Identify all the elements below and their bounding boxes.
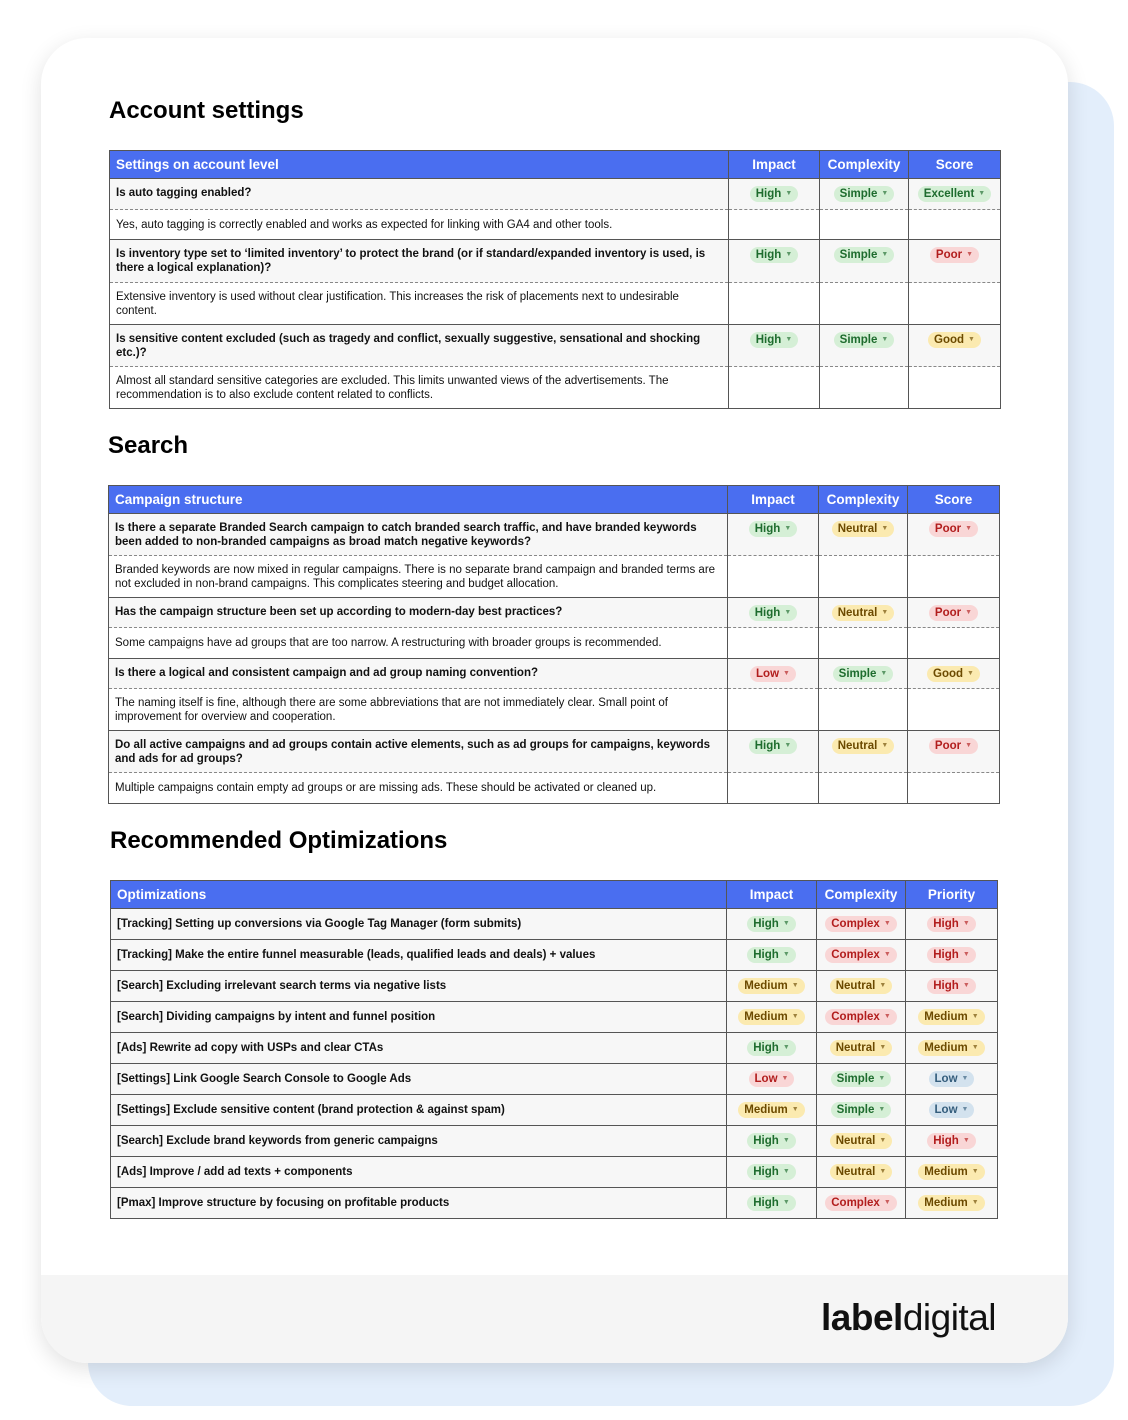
question-text: Is inventory type set to ‘limited inventory’ to protect the brand (or if standard/expanded inventory is used, is there a logical explanation)? [110, 240, 729, 283]
header-optimizations: Optimizations [111, 881, 727, 909]
chevron-down-icon: ▼ [881, 609, 889, 616]
optimizations-title: Recommended Optimizations [110, 827, 448, 854]
header-campaign-structure: Campaign structure [109, 486, 728, 514]
priority-chip[interactable]: High ▼ [927, 978, 976, 994]
chevron-down-icon: ▼ [879, 1137, 887, 1144]
impact-chip[interactable]: High ▼ [750, 247, 799, 263]
impact-chip[interactable]: High ▼ [747, 1040, 796, 1056]
answer-row [109, 773, 1000, 804]
report-card [41, 38, 1068, 1363]
question-text: Is there a logical and consistent campaign and ad group naming convention? [109, 659, 728, 689]
optimization-text: [Settings] Exclude sensitive content (brand protection & against spam) [111, 1095, 727, 1126]
complexity-chip[interactable]: Simple ▼ [833, 666, 894, 682]
complexity-chip[interactable]: Simple ▼ [834, 186, 895, 202]
question-text: Do all active campaigns and ad groups contain active elements, such as ad groups for campaigns, keywords and ads for ad groups? [109, 731, 728, 773]
complexity-chip[interactable]: Simple ▼ [834, 332, 895, 348]
impact-chip[interactable]: High ▼ [747, 1164, 796, 1180]
impact-chip[interactable]: High ▼ [749, 738, 798, 754]
chevron-down-icon: ▼ [879, 1044, 887, 1051]
score-chip[interactable]: Poor ▼ [929, 521, 978, 537]
answer-row [110, 283, 1001, 325]
answer-text: Multiple campaigns contain empty ad groups or are missing ads. These should be activated or cleaned up. [109, 773, 728, 804]
chevron-down-icon: ▼ [782, 920, 790, 927]
header-impact: Impact [727, 881, 817, 909]
chevron-down-icon: ▼ [883, 951, 891, 958]
optimization-text: [Search] Dividing campaigns by intent and funnel position [111, 1002, 727, 1033]
optimization-text: [Tracking] Make the entire funnel measurable (leads, qualified leads and deals) + values [111, 940, 727, 971]
question-row [109, 598, 1000, 628]
optimization-text: [Ads] Rewrite ad copy with USPs and clear CTAs [111, 1033, 727, 1064]
chevron-down-icon: ▼ [878, 1075, 886, 1082]
impact-chip[interactable]: High ▼ [749, 605, 798, 621]
question-row [110, 325, 1001, 367]
answer-text: Some campaigns have ad groups that are too narrow. A restructuring with broader groups is recommended. [109, 628, 728, 659]
question-row [110, 240, 1001, 283]
answer-text: Yes, auto tagging is correctly enabled and works as expected for linking with GA4 and other tools. [110, 210, 729, 240]
impact-chip[interactable]: High ▼ [750, 332, 799, 348]
chevron-down-icon: ▼ [782, 1137, 790, 1144]
impact-chip[interactable]: Low ▼ [750, 666, 796, 682]
optimization-text: [Pmax] Improve structure by focusing on profitable products [111, 1188, 727, 1219]
complexity-chip[interactable]: Simple ▼ [831, 1071, 892, 1087]
question-row [109, 514, 1000, 556]
complexity-chip[interactable]: Neutral ▼ [830, 978, 893, 994]
optimization-row [111, 971, 998, 1002]
chevron-down-icon: ▼ [879, 1168, 887, 1175]
chevron-down-icon: ▼ [961, 1075, 969, 1082]
chevron-down-icon: ▼ [965, 609, 973, 616]
answer-row [109, 689, 1000, 731]
chevron-down-icon: ▼ [961, 1106, 969, 1113]
chevron-down-icon: ▼ [791, 982, 799, 989]
account-settings-title: Account settings [109, 97, 304, 124]
complexity-chip[interactable]: Neutral ▼ [830, 1040, 893, 1056]
chevron-down-icon: ▼ [783, 670, 790, 677]
chevron-down-icon: ▼ [883, 1013, 891, 1020]
chevron-down-icon: ▼ [966, 251, 974, 258]
footer [41, 1275, 1068, 1363]
optimization-text: [Ads] Improve / add ad texts + components [111, 1157, 727, 1188]
answer-row [109, 628, 1000, 659]
complexity-chip[interactable]: Neutral ▼ [830, 1133, 893, 1149]
optimization-row [111, 1033, 998, 1064]
header-impact: Impact [729, 151, 820, 179]
complexity-chip[interactable]: Complex ▼ [825, 1195, 897, 1211]
optimization-row [111, 940, 998, 971]
question-row [109, 731, 1000, 773]
chevron-down-icon: ▼ [971, 1013, 979, 1020]
optimization-row [111, 909, 998, 940]
question-text: Has the campaign structure been set up according to modern-day best practices? [109, 598, 728, 628]
complexity-chip[interactable]: Simple ▼ [834, 247, 895, 263]
chevron-down-icon: ▼ [967, 670, 974, 677]
chevron-down-icon: ▼ [881, 251, 889, 258]
impact-chip[interactable]: Medium ▼ [738, 1009, 804, 1025]
chevron-down-icon: ▼ [782, 1199, 790, 1206]
header-score: Score [908, 486, 1000, 514]
optimization-row [111, 1064, 998, 1095]
optimization-text: [Search] Exclude brand keywords from generic campaigns [111, 1126, 727, 1157]
chevron-down-icon: ▼ [971, 1199, 979, 1206]
header-score: Score [909, 151, 1001, 179]
optimization-row [111, 1188, 998, 1219]
complexity-chip[interactable]: Neutral ▼ [832, 605, 895, 621]
optimization-text: [Settings] Link Google Search Console to Google Ads [111, 1064, 727, 1095]
chevron-down-icon: ▼ [881, 336, 889, 343]
chevron-down-icon: ▼ [782, 1044, 790, 1051]
chevron-down-icon: ▼ [881, 525, 889, 532]
header-complexity: Complexity [819, 486, 908, 514]
priority-chip[interactable]: Low ▼ [929, 1071, 975, 1087]
question-row [110, 179, 1001, 210]
answer-row [109, 556, 1000, 598]
answer-row [110, 210, 1001, 240]
chevron-down-icon: ▼ [784, 525, 792, 532]
header-priority: Priority [906, 881, 998, 909]
labeldigital-logo: labeldigital [820, 1297, 996, 1338]
complexity-chip[interactable]: Complex ▼ [825, 1009, 897, 1025]
answer-text: The naming itself is fine, although there are some abbreviations that are not immediately clear. Small point of improvement for overview and cooperation. [109, 689, 728, 731]
question-text: Is there a separate Branded Search campaign to catch branded search traffic, and have branded keywords been added to non-branded campaigns as broad match negative keywords? [109, 514, 728, 556]
search-table [108, 485, 1000, 804]
chevron-down-icon: ▼ [881, 190, 889, 197]
chevron-down-icon: ▼ [782, 1168, 790, 1175]
chevron-down-icon: ▼ [880, 670, 888, 677]
chevron-down-icon: ▼ [791, 1106, 799, 1113]
score-chip[interactable]: Good ▼ [927, 666, 980, 682]
impact-chip[interactable]: High ▼ [747, 1195, 796, 1211]
answer-text: Almost all standard sensitive categories are excluded. This limits unwanted views of the advertisements. The recommendation is to also exclude content related to conflicts. [110, 367, 729, 409]
chevron-down-icon: ▼ [881, 742, 889, 749]
chevron-down-icon: ▼ [782, 951, 790, 958]
impact-chip[interactable]: High ▼ [747, 916, 796, 932]
account-settings-table [109, 150, 1001, 409]
priority-chip[interactable]: Medium ▼ [918, 1040, 984, 1056]
optimization-row [111, 1157, 998, 1188]
chevron-down-icon: ▼ [785, 190, 793, 197]
optimization-row [111, 1095, 998, 1126]
priority-chip[interactable]: Low ▼ [929, 1102, 975, 1118]
score-chip[interactable]: Poor ▼ [929, 738, 978, 754]
chevron-down-icon: ▼ [784, 609, 792, 616]
chevron-down-icon: ▼ [785, 251, 793, 258]
impact-chip[interactable]: High ▼ [749, 521, 798, 537]
answer-text: Branded keywords are now mixed in regular campaigns. There is no separate brand campaign and branded terms are not excluded in non-brand campaigns. This complicates steering and budget allocation. [109, 556, 728, 598]
header-settings: Settings on account level [110, 151, 729, 179]
impact-chip[interactable]: High ▼ [747, 947, 796, 963]
impact-chip[interactable]: Medium ▼ [738, 1102, 804, 1118]
table-header-row [111, 881, 998, 909]
header-complexity: Complexity [820, 151, 909, 179]
table-header-row [110, 151, 1001, 179]
score-chip[interactable]: Good ▼ [928, 332, 981, 348]
question-row [109, 659, 1000, 689]
chevron-down-icon: ▼ [781, 1075, 789, 1082]
chevron-down-icon: ▼ [978, 190, 986, 197]
priority-chip[interactable]: High ▼ [927, 916, 976, 932]
chevron-down-icon: ▼ [962, 1137, 970, 1144]
question-text: Is auto tagging enabled? [110, 179, 729, 210]
complexity-chip[interactable]: Neutral ▼ [832, 521, 895, 537]
table-header-row [109, 486, 1000, 514]
priority-chip[interactable]: Medium ▼ [918, 1164, 984, 1180]
chevron-down-icon: ▼ [785, 336, 793, 343]
optimization-text: [Tracking] Setting up conversions via Google Tag Manager (form submits) [111, 909, 727, 940]
complexity-chip[interactable]: Neutral ▼ [832, 738, 895, 754]
optimization-row [111, 1126, 998, 1157]
optimizations-table [110, 880, 998, 1219]
impact-chip[interactable]: High ▼ [747, 1133, 796, 1149]
priority-chip[interactable]: High ▼ [927, 947, 976, 963]
chevron-down-icon: ▼ [791, 1013, 799, 1020]
priority-chip[interactable]: Medium ▼ [918, 1195, 984, 1211]
complexity-chip[interactable]: Neutral ▼ [830, 1164, 893, 1180]
chevron-down-icon: ▼ [962, 920, 970, 927]
chevron-down-icon: ▼ [883, 920, 891, 927]
chevron-down-icon: ▼ [968, 336, 975, 343]
answer-text: Extensive inventory is used without clear justification. This increases the risk of placements next to undesirable content. [110, 283, 729, 325]
chevron-down-icon: ▼ [962, 982, 970, 989]
answer-row [110, 367, 1001, 409]
score-chip[interactable]: Poor ▼ [929, 605, 978, 621]
chevron-down-icon: ▼ [883, 1199, 891, 1206]
impact-chip[interactable]: Medium ▼ [738, 978, 804, 994]
header-impact: Impact [728, 486, 819, 514]
question-text: Is sensitive content excluded (such as tragedy and conflict, sexually suggestive, sensational and shocking etc.)? [110, 325, 729, 367]
chevron-down-icon: ▼ [965, 525, 973, 532]
chevron-down-icon: ▼ [784, 742, 792, 749]
score-chip[interactable]: Excellent ▼ [918, 186, 991, 202]
complexity-chip[interactable]: Complex ▼ [825, 916, 897, 932]
optimization-row [111, 1002, 998, 1033]
complexity-chip[interactable]: Complex ▼ [825, 947, 897, 963]
priority-chip[interactable]: High ▼ [927, 1133, 976, 1149]
chevron-down-icon: ▼ [879, 982, 887, 989]
search-title: Search [108, 432, 189, 459]
chevron-down-icon: ▼ [962, 951, 970, 958]
score-chip[interactable]: Poor ▼ [930, 247, 979, 263]
chevron-down-icon: ▼ [971, 1044, 979, 1051]
priority-chip[interactable]: Medium ▼ [918, 1009, 984, 1025]
chevron-down-icon: ▼ [971, 1168, 979, 1175]
chevron-down-icon: ▼ [878, 1106, 886, 1113]
impact-chip[interactable]: Low ▼ [749, 1071, 795, 1087]
optimization-text: [Search] Excluding irrelevant search terms via negative lists [111, 971, 727, 1002]
complexity-chip[interactable]: Simple ▼ [831, 1102, 892, 1118]
chevron-down-icon: ▼ [965, 742, 973, 749]
header-complexity: Complexity [817, 881, 906, 909]
impact-chip[interactable]: High ▼ [750, 186, 799, 202]
